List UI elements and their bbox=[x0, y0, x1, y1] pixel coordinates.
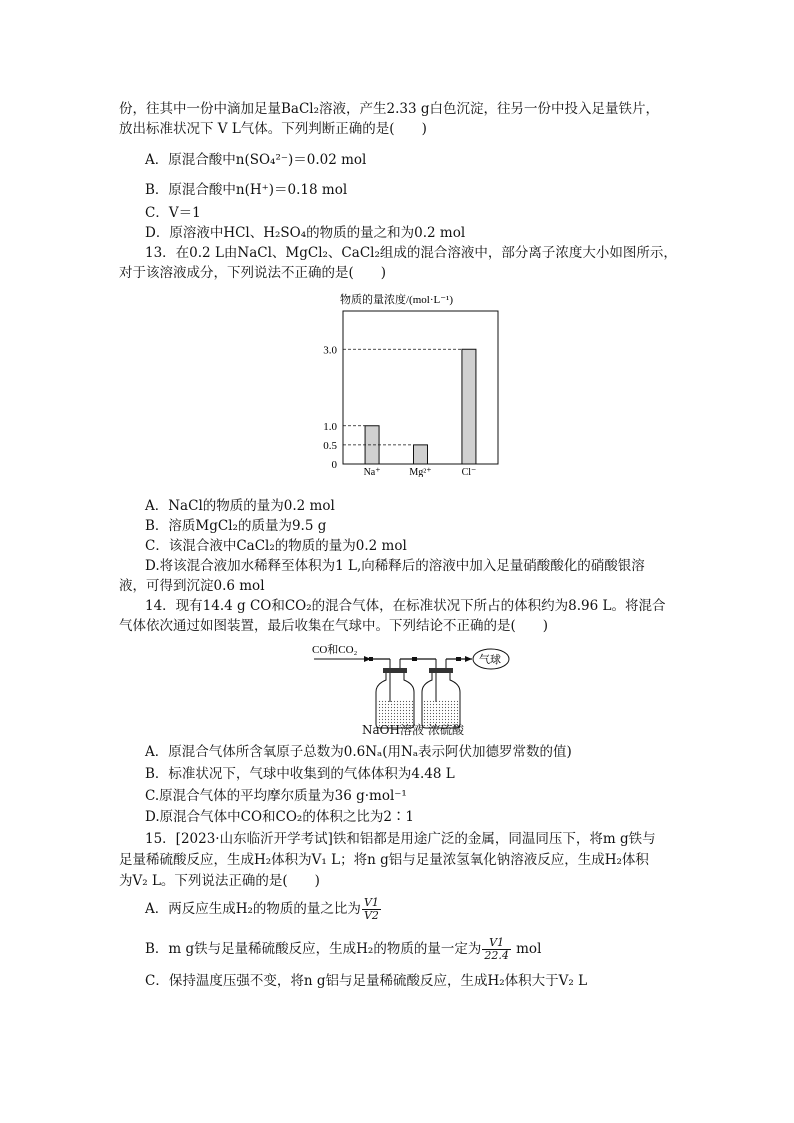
q15-stem-line1: 15．[2023·山东临沂开学考试]铁和铝都是用途广泛的金属，同温同压下，将m g铁与 bbox=[145, 831, 656, 847]
q15-option-b bbox=[145, 937, 541, 962]
outlet-arrow bbox=[465, 656, 472, 662]
bar-3 bbox=[462, 349, 476, 464]
x-tick-label: Na⁺ bbox=[363, 467, 381, 477]
q14-stem-line2: 气体依次通过如图装置，最后收集在气球中。下列结论不正确的是( ) bbox=[119, 618, 549, 634]
q12-option-c: C．V＝1 bbox=[145, 205, 201, 221]
x-tick-label: Cl⁻ bbox=[461, 467, 477, 477]
q15-option-b-text: B．m g铁与足量稀硫酸反应，生成H₂的物质的量一定为 bbox=[145, 941, 482, 957]
bottle-1-label: NaOH溶液 bbox=[362, 723, 424, 737]
q15-option-b-unit: mol bbox=[511, 941, 542, 957]
q15-option-a bbox=[145, 897, 382, 922]
q15-stem-line3: 为V₂ L。下列说法正确的是( ) bbox=[119, 873, 320, 889]
q12-option-a: A．原混合酸中n(SO₄²⁻)＝0.02 mol bbox=[145, 152, 367, 168]
ion-concentration-chart bbox=[300, 287, 510, 477]
q15-option-c: C．保持温度压强不变，将n g铝与足量稀硫酸反应，生成H₂体积大于V₂ L bbox=[145, 973, 588, 989]
q15-option-b-fraction bbox=[482, 937, 511, 962]
q13-option-d-line1: D.将该混合液加水稀释至体积为1 L,向稀释后的溶液中加入足量硝酸酸化的硝酸银溶 bbox=[145, 558, 645, 574]
q13-option-d-line2: 液，可得到沉淀0.6 mol bbox=[119, 578, 265, 594]
q15-option-a-numerator: V1 bbox=[363, 896, 379, 909]
q15-option-a-fraction bbox=[362, 897, 381, 922]
q12-option-d: D．原溶液中HCl、H₂SO₄的物质的量之和为0.2 mol bbox=[145, 225, 466, 241]
y-tick-label: 3.0 bbox=[323, 344, 337, 357]
rubber-joint-3 bbox=[456, 657, 461, 661]
bar-1 bbox=[365, 426, 379, 464]
rubber-joint-2 bbox=[412, 657, 417, 661]
y-tick-label: 0.5 bbox=[323, 439, 337, 452]
q14-option-a: A．原混合气体所含氧原子总数为0.6Nₐ(用Nₐ表示阿伏加德罗常数的值) bbox=[145, 744, 572, 760]
bottle-2-label: 浓硫酸 bbox=[428, 723, 465, 737]
q15-option-a-denominator: V2 bbox=[363, 909, 379, 922]
chart-title: 物质的量浓度/(mol·L⁻¹) bbox=[340, 294, 453, 306]
q14-option-c: C.原混合气体的平均摩尔质量为36 g·mol⁻¹ bbox=[145, 788, 407, 804]
q15-option-b-denominator: 22.4 bbox=[484, 949, 509, 962]
q14-option-d: D.原混合气体中CO和CO₂的体积之比为2∶1 bbox=[145, 809, 415, 825]
q15-option-b-numerator: V1 bbox=[482, 937, 511, 950]
q12-line2: 放出标准状况下 V L气体。下列判断正确的是( ) bbox=[119, 121, 427, 137]
q13-stem-line2: 对于该溶液成分，下列说法不正确的是( ) bbox=[119, 265, 387, 281]
inlet-label: CO和CO₂ bbox=[312, 644, 358, 656]
q12-option-b: B．原混合酸中n(H⁺)＝0.18 mol bbox=[145, 182, 348, 198]
q12-line1: 份，往其中一份中滴加足量BaCl₂溶液，产生2.33 g白色沉淀，往另一份中投入足量铁片， bbox=[119, 101, 660, 117]
bar-2 bbox=[414, 445, 428, 464]
x-tick-label: Mg²⁺ bbox=[409, 467, 432, 477]
q13-option-c: C．该混合液中CaCl₂的物质的量为0.2 mol bbox=[145, 538, 407, 554]
bottle-1-stopper bbox=[383, 668, 407, 673]
q15-option-a-text: A．两反应生成H₂的物质的量之比为 bbox=[145, 901, 361, 917]
bottle-2-stopper bbox=[429, 668, 453, 673]
q14-option-b: B．标准状况下，气球中收集到的气体体积为4.48 L bbox=[145, 766, 455, 782]
q14-stem-line1: 14．现有14.4 g CO和CO₂的混合气体，在标准状况下所占的体积约为8.96 L。将混合 bbox=[145, 598, 666, 614]
q13-option-b: B．溶质MgCl₂的质量为9.5 g bbox=[145, 518, 327, 534]
q13-option-a: A．NaCl的物质的量为0.2 mol bbox=[145, 498, 335, 514]
y-tick-label: 0 bbox=[331, 459, 337, 471]
rubber-joint-1 bbox=[369, 657, 373, 661]
y-tick-label: 1.0 bbox=[323, 420, 337, 433]
q13-stem-line1: 13．在0.2 L由NaCl、MgCl₂、CaCl₂组成的混合溶液中，部分离子浓度大小如图所示， bbox=[145, 245, 677, 261]
q15-stem-line2: 足量稀硫酸反应，生成H₂体积为V₁ L；将n g铝与足量浓氢氧化钠溶液反应，生成H₂体积 bbox=[119, 852, 649, 868]
balloon-label: 气球 bbox=[479, 654, 501, 666]
